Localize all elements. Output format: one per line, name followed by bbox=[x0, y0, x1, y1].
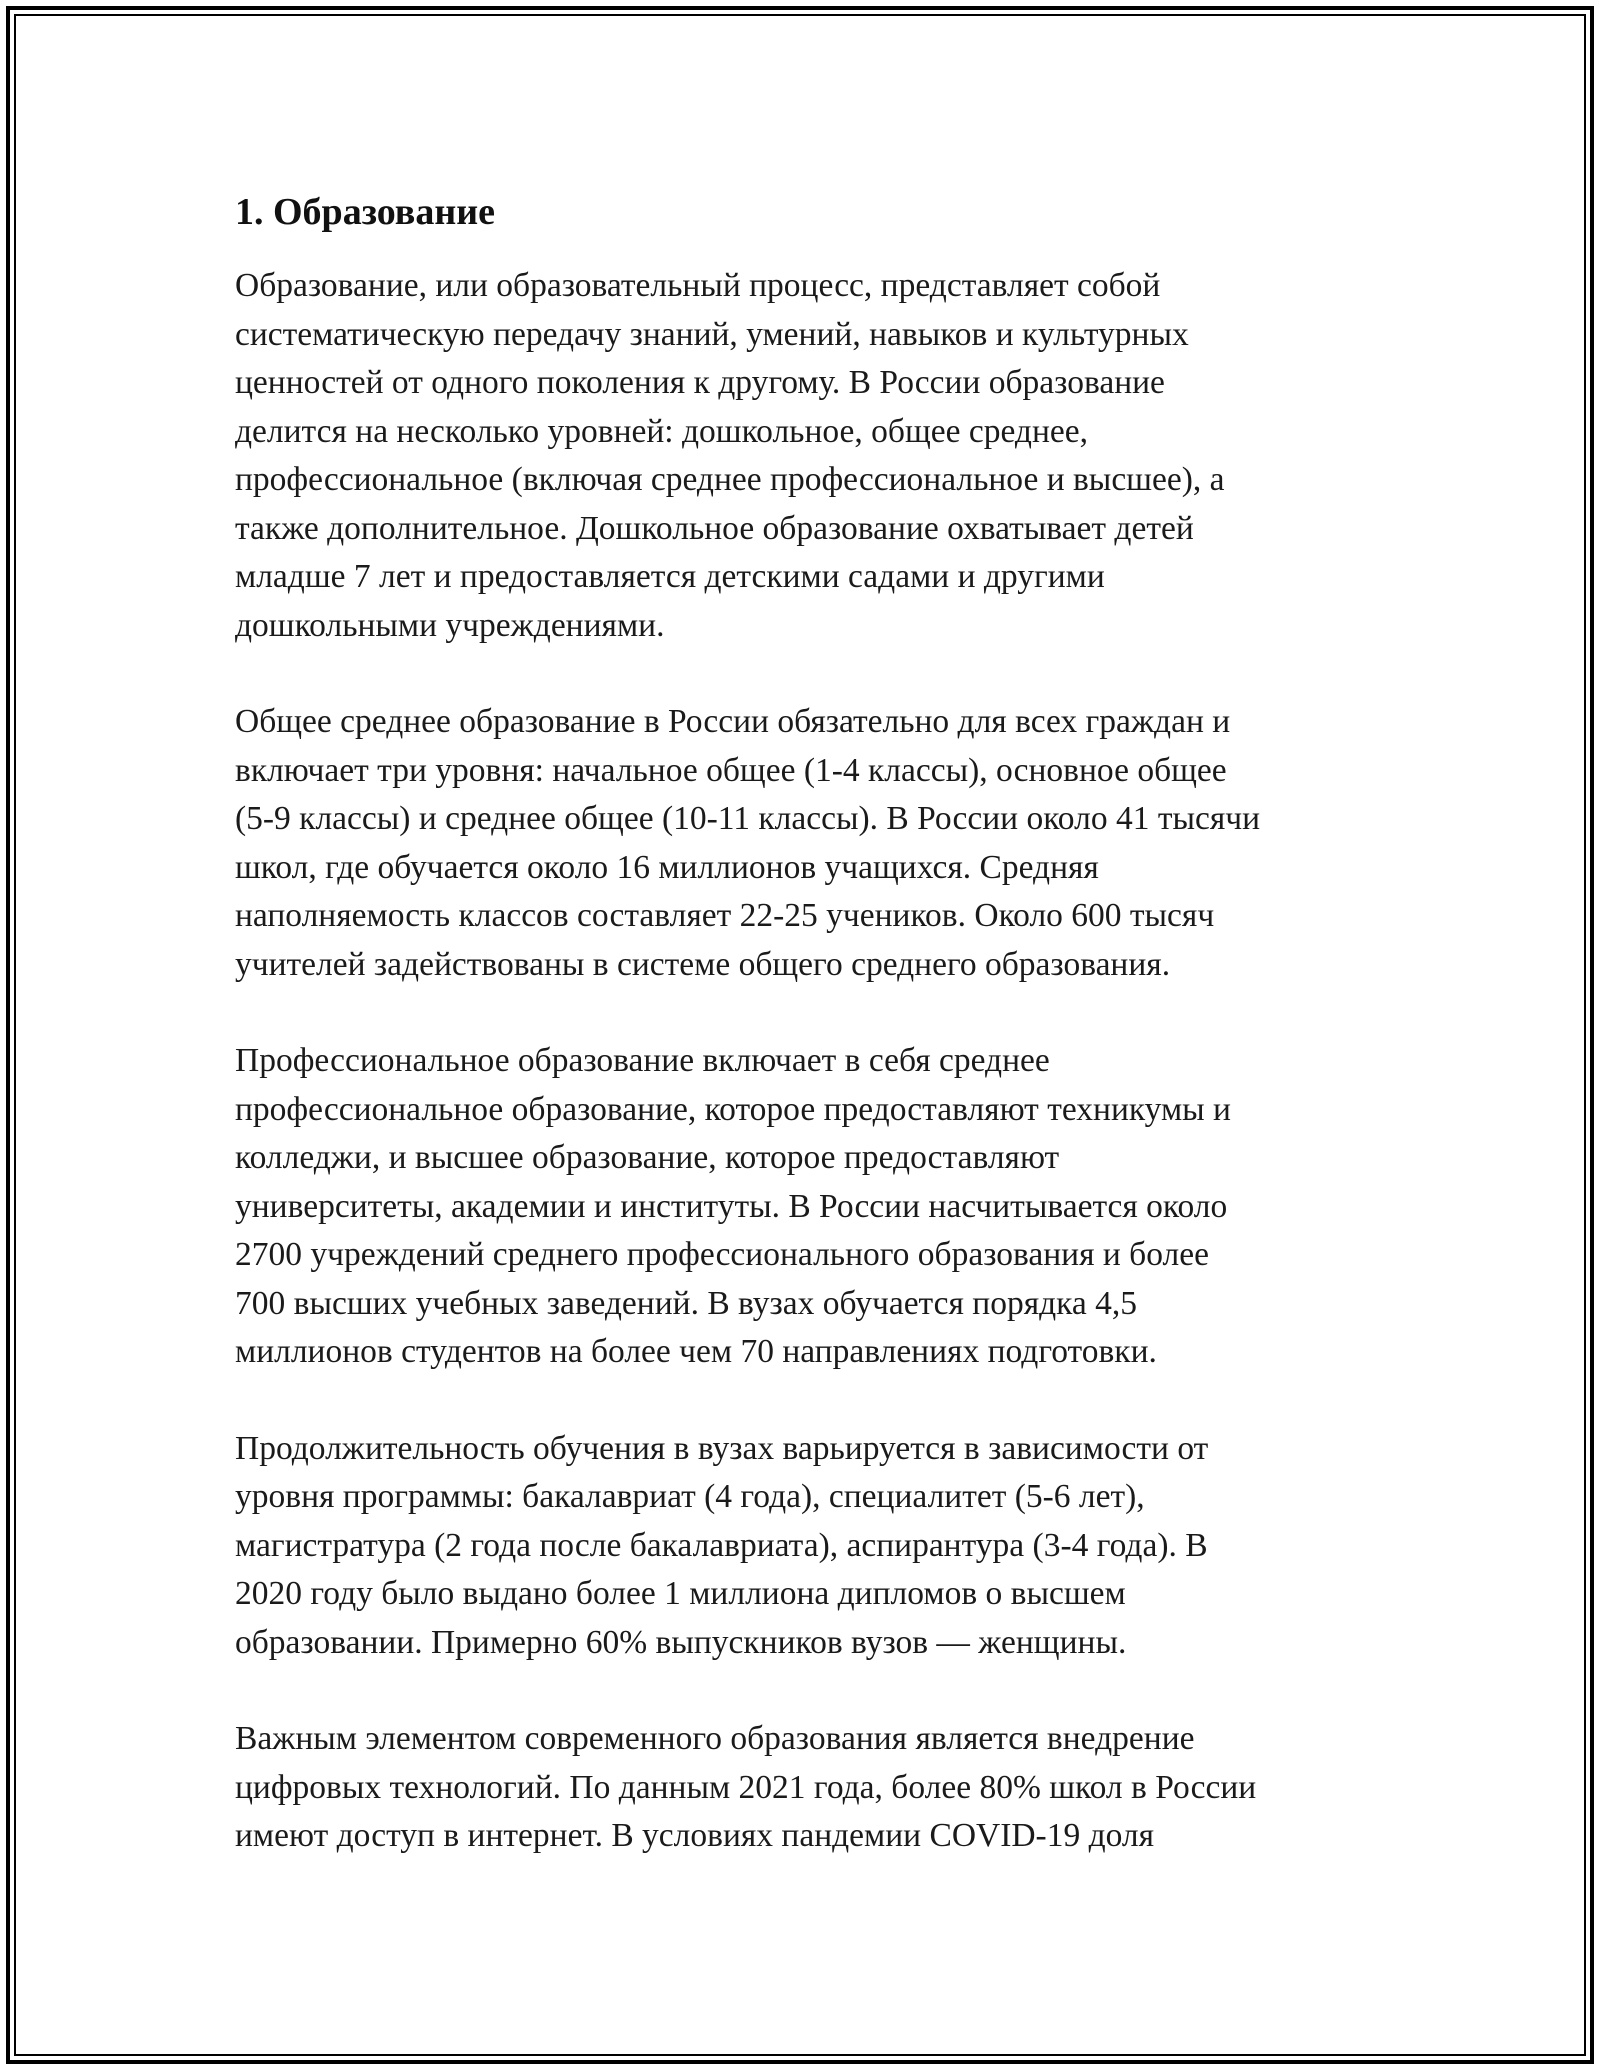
paragraph-professional-education: Профессиональное образование включает в себя среднее профессиональное образование, которое предоставляют техникумы и колледжи, и высшее образование, которое предоставляют университеты, академии и институты. В России насчитывается около 2700 учреждений среднего профессионального образования и более 700 высших учебных заведений. В вузах обучается порядка 4,5 миллионов студентов на более чем 70 направлениях подготовки. bbox=[235, 1042, 1231, 1370]
paragraph-general-secondary: Общее среднее образование в России обязательно для всех граждан и включает три уровня: начальное общее (1-4 классы), основное общее (5-9 классы) и среднее общее (10-11 классы). В России около 41 тысячи школ, где обучается около 16 миллионов учащихся. Средняя наполняемость классов составляет 22-25 учеников. Около 600 тысяч учителей задействованы в системе общего среднего образования. bbox=[235, 703, 1261, 983]
document-page bbox=[235, 188, 1375, 1909]
paragraph-study-duration: Продолжительность обучения в вузах варьируется в зависимости от уровня программы: бакалавриат (4 года), специалитет (5-6 лет), магистратура (2 года после бакалавриата), аспирантура (3-4 года). В 2020 году было выдано более 1 миллиона дипломов о высшем образовании. Примерно 60% выпускников вузов — женщины. bbox=[235, 1429, 1209, 1661]
paragraph-education-definition: Образование, или образовательный процесс, представляет собой систематическую передачу знаний, умений, навыков и культурных ценностей от одного поколения к другому. В России образование делится на несколько уровней: дошкольное, общее среднее, профессиональное (включая среднее профессиональное и высшее), а также дополнительное. Дошкольное образование охватывает детей младше 7 лет и предоставляется детскими садами и другими дошкольными учреждениями. bbox=[235, 267, 1225, 644]
section-title: 1. Образование bbox=[235, 191, 495, 233]
paragraph-digital-technologies: Важным элементом современного образования является внедрение цифровых технологий. По данным 2021 года, более 80% школ в России имеют доступ в интернет. В условиях пандемии COVID-19 доля bbox=[235, 1720, 1257, 1854]
